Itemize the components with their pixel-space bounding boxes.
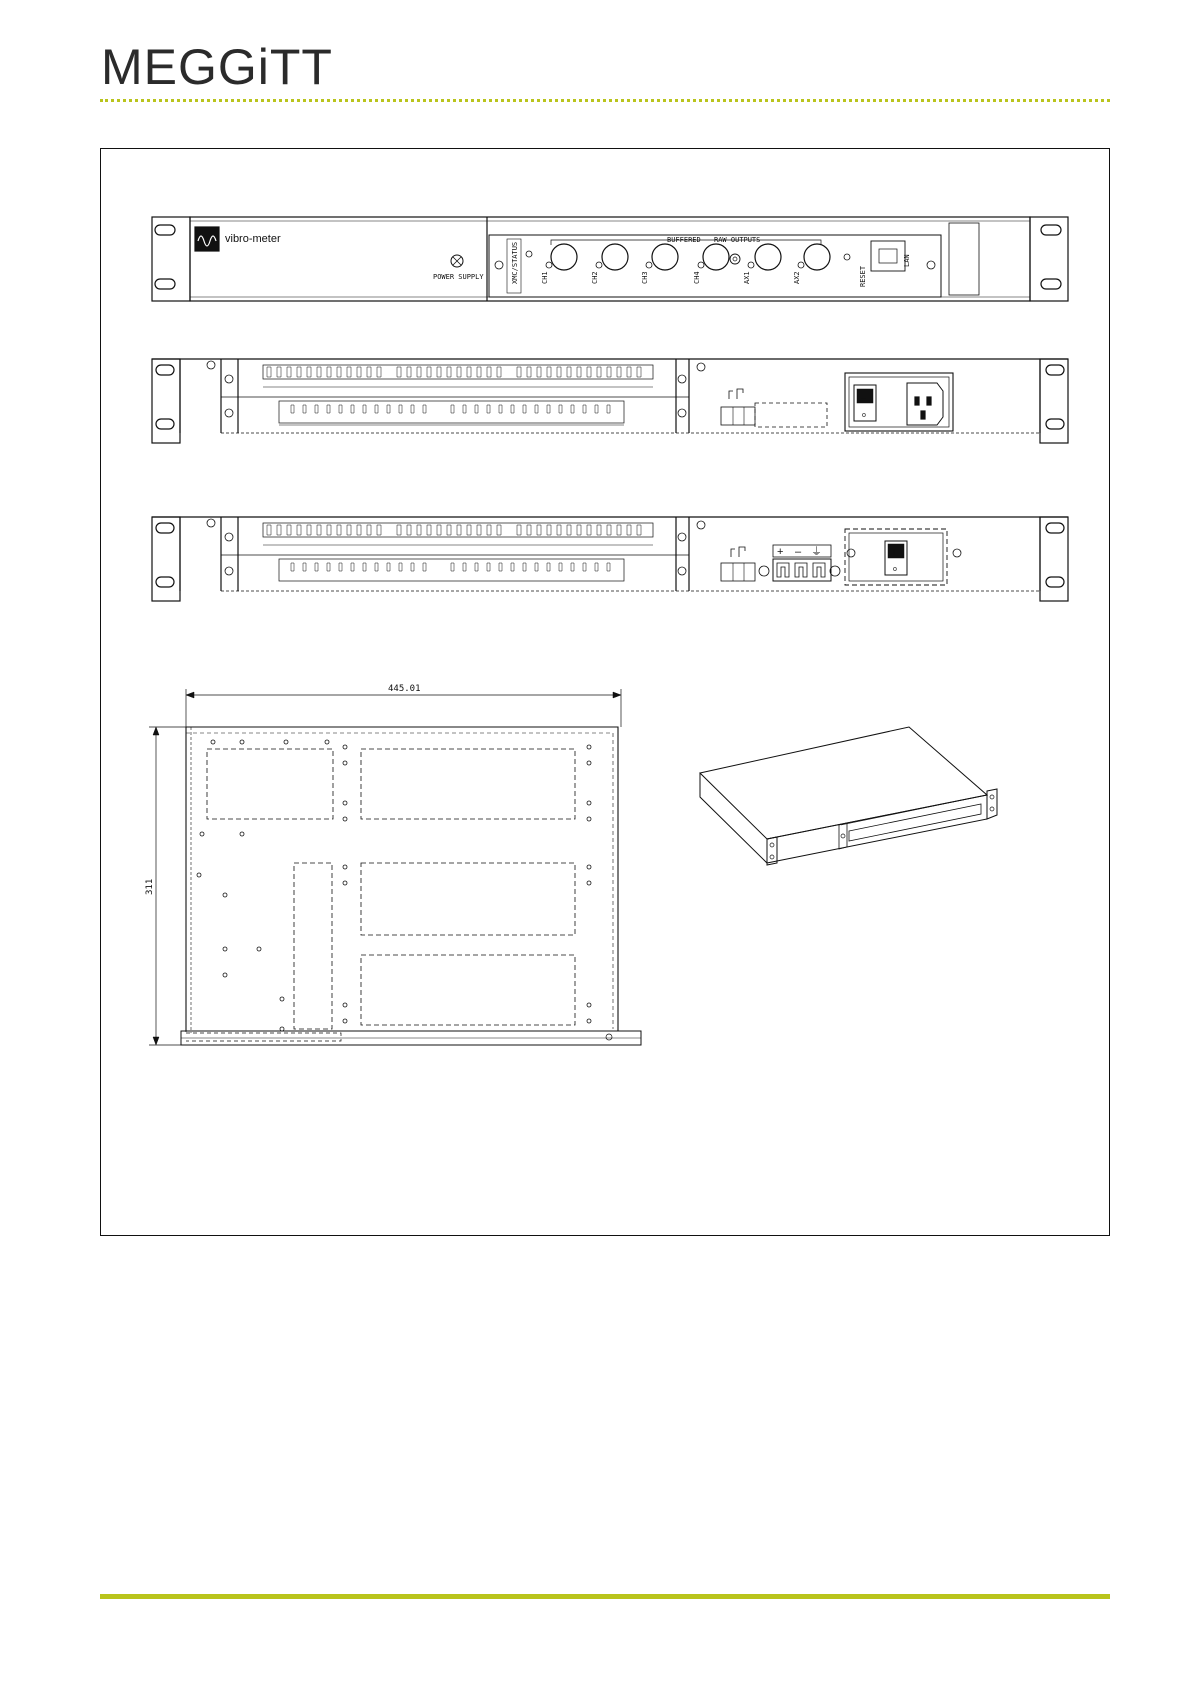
switch-on-symbol: I	[893, 547, 896, 557]
front-left-ear-slot	[155, 279, 175, 289]
channel-label: CH2	[591, 271, 599, 284]
bnc-connector	[546, 244, 577, 270]
internal-board	[294, 863, 332, 1029]
dc-terminal-minus: –	[795, 546, 802, 558]
terminal-strip	[267, 525, 641, 535]
channel-label: CH4	[693, 271, 701, 284]
mounting-holes	[197, 740, 591, 1031]
isometric-view	[700, 727, 997, 865]
terminal-strip	[291, 405, 610, 413]
relay-contact-symbol	[729, 389, 743, 399]
reset-label: RESET	[859, 265, 867, 287]
dc-terminal-ground: ⏚	[811, 546, 822, 558]
terminal-strip	[267, 367, 641, 377]
drawing-frame	[100, 148, 1110, 1236]
iso-front-face	[767, 795, 987, 863]
footer-accent-bar	[100, 1594, 1110, 1599]
front-right-ear-slot	[1041, 225, 1061, 235]
channel-label: AX1	[743, 271, 751, 284]
raw-outputs-label: RAW OUTPUTS	[714, 236, 761, 244]
power-supply-label: POWER SUPPLY	[433, 273, 484, 281]
dc-terminal-plus: +	[777, 546, 784, 558]
front-left-ear-slot	[155, 225, 175, 235]
trigger-socket	[730, 254, 740, 264]
xmc-status-label: XMC/STATUS	[511, 241, 519, 284]
bnc-connector	[698, 244, 729, 270]
internal-board	[361, 749, 575, 819]
technical-drawing	[101, 149, 1111, 1237]
status-led	[526, 251, 532, 257]
internal-board	[207, 749, 333, 819]
iso-top-face	[700, 727, 987, 839]
lan-port	[871, 241, 905, 271]
switch-off-symbol: o	[893, 566, 897, 573]
option-placeholder	[755, 403, 827, 427]
rear-panel-dc-view	[152, 517, 1068, 601]
bnc-connector	[646, 244, 678, 270]
bnc-connector	[798, 244, 830, 270]
meggitt-logo: MEGGiTT	[101, 39, 333, 95]
bnc-connector	[596, 244, 628, 270]
top-view-dimension-drawing	[145, 684, 641, 1045]
lan-label: LAN	[903, 254, 911, 267]
header-dotted-rule	[100, 99, 1110, 102]
width-dimension-label: 445.01	[388, 684, 421, 694]
dc-power-terminal-block	[773, 559, 831, 581]
relay-terminal-block	[721, 407, 755, 425]
buffered-label: BUFFERED	[667, 236, 701, 244]
front-panel-view	[152, 217, 1068, 301]
relay-contact-symbol	[731, 547, 745, 557]
channel-label: CH3	[641, 271, 649, 284]
rear-panel-ac-view	[152, 359, 1068, 443]
reset-led	[844, 254, 850, 260]
vibro-meter-label: vibro-meter	[225, 233, 281, 245]
internal-board	[361, 863, 575, 935]
channel-label: CH1	[541, 271, 549, 284]
chassis-top-outline	[186, 727, 618, 1031]
depth-dimension-label: 311	[145, 878, 155, 895]
iso-right-rack-ear	[987, 789, 997, 819]
front-right-ear-slot	[1041, 279, 1061, 289]
iso-side-face	[700, 773, 767, 863]
switch-on-symbol: o	[862, 412, 866, 419]
relay-terminal-block	[721, 563, 755, 581]
terminal-strip	[291, 563, 610, 571]
bnc-connector	[748, 244, 781, 270]
channel-label: AX2	[793, 271, 801, 284]
switch-off-symbol: –	[861, 392, 867, 402]
internal-board	[361, 955, 575, 1025]
